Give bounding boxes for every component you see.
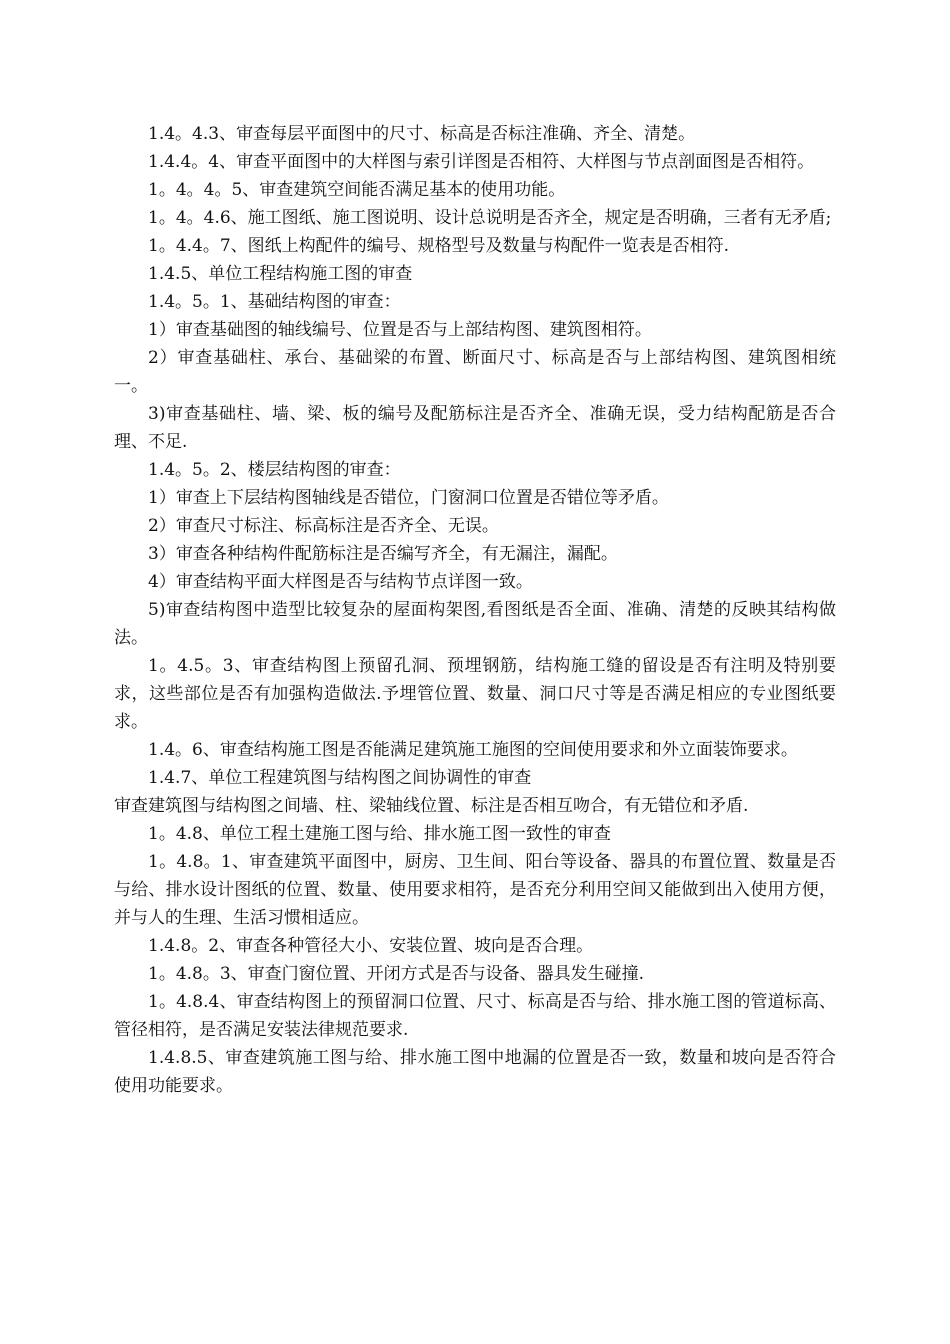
paragraph-1-4-8-3: 1。4.8。3、审查门窗位置、开闭方式是否与设备、器具发生碰撞.	[148, 964, 645, 984]
list-item-floor-4: 4）审查结构平面大样图是否与结构节点详图一致。	[148, 572, 533, 592]
section-heading-1-4-7: 1.4.7、单位工程建筑图与结构图之间协调性的审查	[148, 768, 532, 788]
paragraph-1-4-8-1: 1。4.8。1、审查建筑平面图中，厨房、卫生间、阳台等设备、器具的布置位置、数量是否与给、排水设计图纸的位置、数量、使用要求相符，是否充分利用空间又能做到出入使用方便，并与人的生理、生活习惯相适应。	[114, 852, 836, 928]
paragraph-1-4-4-3: 1.4。4.3、审查每层平面图中的尺寸、标高是否标注准确、齐全、清楚。	[148, 124, 696, 144]
paragraph-1-4-8-2: 1.4.8。2、审查各种管径大小、安装位置、坡向是否合理。	[148, 936, 594, 956]
list-item-floor-3: 3）审查各种结构件配筋标注是否编写齐全，有无漏注，漏配。	[148, 544, 618, 564]
list-item-foundation-1: 1）审查基础图的轴线编号、位置是否与上部结构图、建筑图相符。	[148, 320, 652, 340]
paragraph-1-4-7-body: 审查建筑图与结构图之间墙、柱、梁轴线位置、标注是否相互吻合，有无错位和矛盾.	[114, 796, 749, 816]
document-body	[114, 120, 836, 1100]
list-item-floor-5: 5)审查结构图中造型比较复杂的屋面构架图,看图纸是否全面、准确、清楚的反映其结构做法。	[114, 600, 836, 648]
list-item-floor-1: 1）审查上下层结构图轴线是否错位，门窗洞口位置是否错位等矛盾。	[148, 488, 669, 508]
paragraph-1-4-8-4: 1。4.8.4、审查结构图上的预留洞口位置、尺寸、标高是否与给、排水施工图的管道标高、管径相符，是否满足安装法律规范要求.	[114, 992, 836, 1040]
paragraph-1-4-4-5: 1。4。4。5、审查建筑空间能否满足基本的使用功能。	[148, 180, 566, 200]
paragraph-1-4-4-6: 1。4。4.6、施工图纸、施工图说明、设计总说明是否齐全，规定是否明确，三者有无矛盾;	[148, 208, 832, 228]
subsection-heading-1-4-5-1: 1.4。5。1、基础结构图的审查：	[148, 292, 401, 312]
list-item-floor-2: 2）审查尺寸标注、标高标注是否齐全、无误。	[148, 516, 499, 536]
paragraph-1-4-4-7: 1。4.4。7、图纸上构配件的编号、规格型号及数量与构配件一览表是否相符.	[148, 236, 730, 256]
paragraph-1-4-4-4: 1.4.4。4、审查平面图中的大样图与索引详图是否相符、大样图与节点剖面图是否相符。	[148, 152, 815, 172]
list-item-foundation-3: 3)审查基础柱、墙、梁、板的编号及配筋标注是否齐全、准确无误，受力结构配筋是否合理、不足.	[114, 404, 836, 452]
section-heading-1-4-8: 1。4.8、单位工程土建施工图与给、排水施工图一致性的审查	[148, 824, 611, 844]
subsection-heading-1-4-5-2: 1.4。5。2、楼层结构图的审查：	[148, 460, 401, 480]
paragraph-1-4-6: 1.4。6、审查结构施工图是否能满足建筑施工施图的空间使用要求和外立面装饰要求。	[148, 740, 798, 760]
list-item-foundation-2: 2）审查基础柱、承台、基础梁的布置、断面尺寸、标高是否与上部结构图、建筑图相统一。	[114, 348, 836, 396]
section-heading-1-4-5: 1.4.5、单位工程结构施工图的审查	[148, 264, 413, 284]
paragraph-1-4-8-5: 1.4.8.5、审查建筑施工图与给、排水施工图中地漏的位置是否一致，数量和坡向是否符合使用功能要求。	[114, 1048, 836, 1096]
paragraph-1-4-5-3: 1。4.5。3、审查结构图上预留孔洞、预埋钢筋，结构施工缝的留设是否有注明及特别要求，这些部位是否有加强构造做法.予埋管位置、数量、洞口尺寸等是否满足相应的专业图纸要求。	[114, 656, 836, 732]
